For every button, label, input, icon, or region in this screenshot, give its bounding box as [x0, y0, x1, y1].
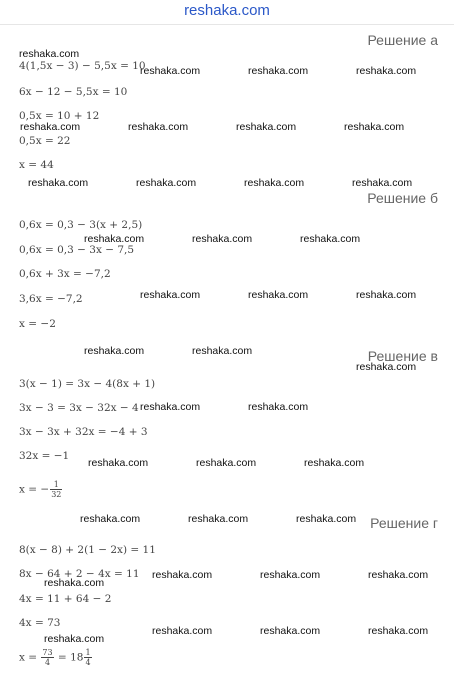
watermark: reshaka.com: [344, 121, 405, 133]
watermark: reshaka.com: [196, 457, 257, 469]
watermark: reshaka.com: [248, 289, 309, 301]
equation-line: 3x − 3x + 32x = −4 + 3: [19, 426, 148, 438]
watermark: reshaka.com: [88, 457, 149, 469]
equation-line: 8x − 64 + 2 − 4x = 11: [19, 568, 140, 580]
watermark: reshaka.com: [152, 569, 213, 581]
equation-line: 3(x − 1) = 3x − 4(8x + 1): [19, 378, 156, 390]
equation-prefix: x = −: [19, 483, 50, 496]
watermark: reshaka.com: [236, 121, 297, 133]
watermark: reshaka.com: [192, 233, 253, 245]
watermark: reshaka.com: [368, 625, 429, 637]
watermark: reshaka.com: [140, 65, 201, 77]
watermark: reshaka.com: [244, 177, 305, 189]
section-title-g: Решение г: [370, 515, 438, 531]
equation-line: 0,6x = 0,3 − 3x − 7,5: [19, 244, 135, 256]
watermark: reshaka.com: [192, 345, 253, 357]
section-title-v: Решение в: [367, 348, 438, 364]
watermark: reshaka.com: [248, 401, 309, 413]
watermark: reshaka.com: [260, 625, 321, 637]
watermark: reshaka.com: [356, 361, 417, 373]
watermark: reshaka.com: [84, 345, 145, 357]
equation-line: 0,5x = 22: [19, 135, 71, 147]
equation-line: 3x − 3 = 3x − 32x − 4: [19, 402, 139, 414]
site-title-link[interactable]: reshaka.com: [184, 2, 270, 19]
equation-line: 4x = 73: [19, 617, 61, 629]
equation-line: 0,6x = 0,3 − 3(x + 2,5): [19, 219, 143, 231]
equation-line: x = 44: [19, 159, 54, 171]
watermark: reshaka.com: [352, 177, 413, 189]
fraction-denominator: 32: [51, 490, 62, 499]
equation-final: [19, 648, 93, 667]
watermark: reshaka.com: [356, 289, 417, 301]
equation-line: 4x = 11 + 64 − 2: [19, 593, 112, 605]
equation-line: 4(1,5x − 3) − 5,5x = 10: [19, 60, 146, 72]
equation-line: 0,6x + 3x = −7,2: [19, 268, 111, 280]
watermark: reshaka.com: [188, 513, 249, 525]
fraction-numerator: 1: [85, 648, 91, 657]
equation-line: 3,6x = −7,2: [19, 293, 83, 305]
watermark: reshaka.com: [304, 457, 365, 469]
watermark: reshaka.com: [368, 569, 429, 581]
fraction-denominator: 4: [85, 658, 91, 667]
watermark: reshaka.com: [84, 233, 145, 245]
watermark: reshaka.com: [140, 401, 201, 413]
equation-line: 6x − 12 − 5,5x = 10: [19, 86, 128, 98]
watermark: reshaka.com: [140, 289, 201, 301]
watermark: reshaka.com: [300, 233, 361, 245]
watermark: reshaka.com: [44, 633, 105, 645]
fraction-numerator: 1: [50, 480, 62, 490]
watermark: reshaka.com: [80, 513, 141, 525]
section-title-b: Решение б: [367, 190, 438, 206]
watermark: reshaka.com: [356, 65, 417, 77]
equation-line: 0,5x = 10 + 12: [19, 110, 100, 122]
equation-prefix: x =: [19, 651, 41, 664]
fraction: [50, 480, 62, 499]
watermark: reshaka.com: [136, 177, 197, 189]
equation-line: 32x = −1: [19, 450, 70, 462]
fraction-denominator: 4: [44, 658, 51, 667]
watermark: reshaka.com: [248, 65, 309, 77]
section-title-a: Решение а: [367, 32, 438, 48]
watermark: reshaka.com: [44, 577, 105, 589]
watermark: reshaka.com: [260, 569, 321, 581]
watermark: reshaka.com: [20, 121, 81, 133]
equation-middle: = 18: [54, 651, 84, 664]
watermark: reshaka.com: [19, 48, 80, 60]
equation-line: x = −2: [19, 318, 56, 330]
watermark: reshaka.com: [296, 513, 357, 525]
watermark: reshaka.com: [128, 121, 189, 133]
equation-line: 8(x − 8) + 2(1 − 2x) = 11: [19, 544, 156, 556]
fraction: [41, 648, 53, 667]
fraction-numerator: 73: [42, 648, 53, 657]
watermark: reshaka.com: [152, 625, 213, 637]
equation-final: [19, 480, 63, 499]
watermark: reshaka.com: [28, 177, 89, 189]
fraction: [84, 648, 91, 667]
site-header: [0, 0, 454, 25]
